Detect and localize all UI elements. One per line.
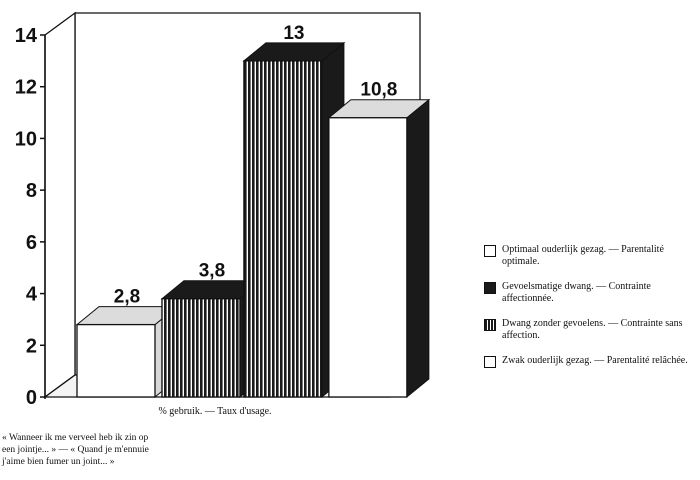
side-wall	[45, 13, 75, 397]
bar	[329, 118, 407, 397]
y-tick-label: 12	[14, 76, 37, 99]
bar-side	[407, 100, 429, 397]
bar-value-label: 13	[283, 22, 305, 44]
legend-label: Optimaal ouderlijk gezag. — Parentalité optimale.	[502, 244, 664, 267]
footnote-line: een jointje... » — « Quand je m'ennuie	[2, 445, 149, 455]
bar-value-label: 2,8	[113, 286, 141, 308]
legend	[484, 244, 694, 381]
y-tick-label: 8	[25, 180, 37, 203]
bar	[244, 61, 322, 397]
x-axis-label: % gebruik. — Taux d'usage.	[158, 406, 272, 417]
footnote-line: « Wanneer ik me verveel heb ik zin op	[2, 433, 149, 443]
legend-item	[484, 281, 694, 305]
bar-value-label: 10,8	[360, 79, 398, 101]
legend-swatch	[484, 245, 496, 257]
bar	[77, 325, 155, 397]
footnote-line: j'aime bien fumer un joint... »	[2, 457, 115, 467]
legend-swatch	[484, 319, 496, 331]
bar-value-label: 3,8	[198, 260, 226, 282]
legend-label: Zwak ouderlijk gezag. — Parentalité relâchée.	[502, 355, 688, 366]
y-tick-label: 14	[14, 25, 37, 47]
y-tick-label: 2	[25, 335, 37, 358]
y-tick-label: 10	[14, 128, 37, 151]
y-tick-label: 6	[25, 231, 37, 254]
y-tick-label: 4	[25, 283, 37, 306]
legend-label: Dwang zonder gevoelens. — Contrainte sans affection.	[502, 318, 683, 341]
legend-item	[484, 244, 694, 268]
legend-item	[484, 355, 694, 368]
footnote	[2, 432, 242, 468]
legend-swatch	[484, 356, 496, 368]
bar	[162, 299, 240, 397]
legend-label: Gevoelsmatige dwang. — Contrainte affectionnée.	[502, 281, 651, 304]
y-tick-label: 0	[25, 387, 37, 409]
legend-swatch	[484, 282, 496, 294]
legend-item	[484, 318, 694, 342]
